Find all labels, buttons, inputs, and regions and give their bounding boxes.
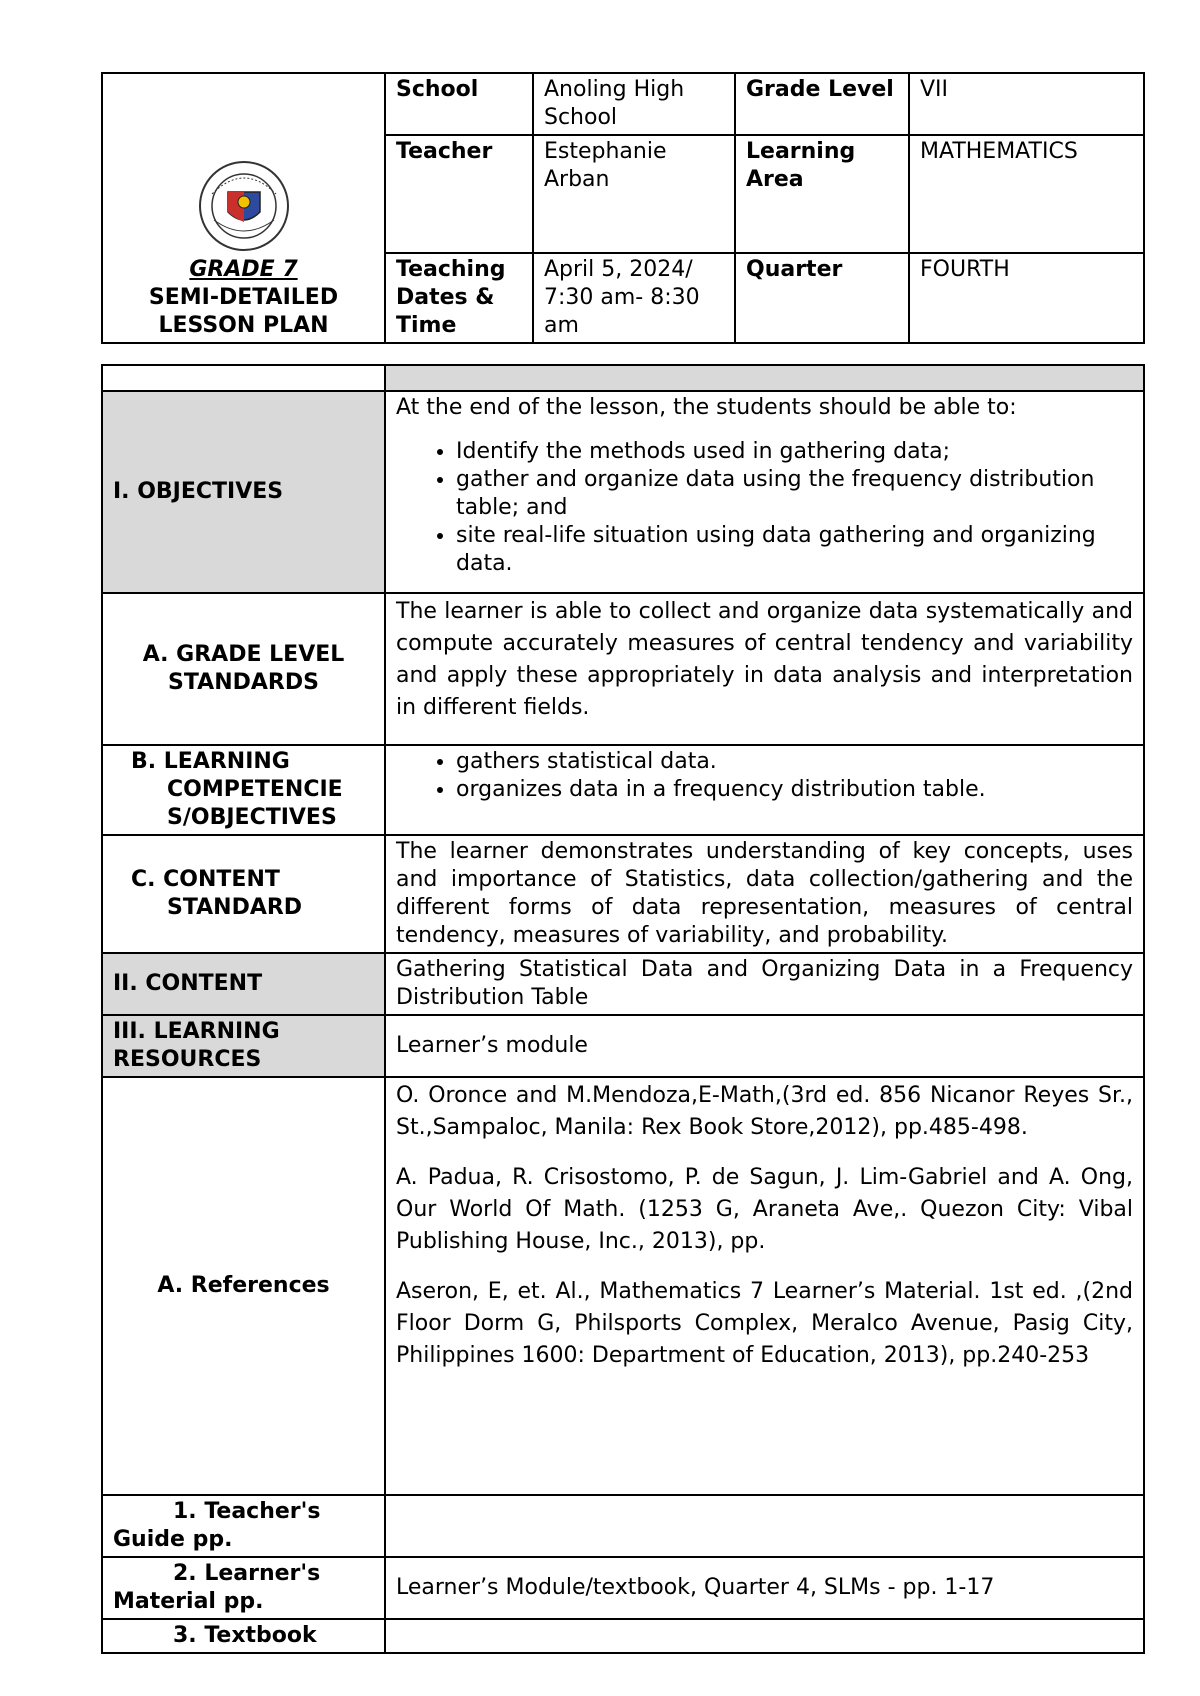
list-item: • site real-life situation using data gathering and organizing data. (456, 522, 1133, 578)
teaching-dates-value: April 5, 2024/ 7:30 am- 8:30 am (533, 253, 735, 343)
list-item: • gather and organize data using the frequency distribution table; and (456, 466, 1133, 522)
school-value: Anoling High School (533, 73, 735, 135)
reference-item: Aseron, E, et. Al., Mathematics 7 Learner’s Material. 1st ed. ,(2nd Floor Dorm G, Philsports Complex, Meralco Avenue, Pasig City, Philippines 1600: Department of Education, 2013), pp.240-253 (396, 1279, 1133, 1368)
learning-area-value: MATHEMATICS (909, 135, 1144, 253)
content-label: II. CONTENT (102, 953, 385, 1015)
objectives-list (396, 438, 1133, 578)
learners-material-text: Learner’s Module/textbook, Quarter 4, SLMs - pp. 1-17 (385, 1557, 1144, 1619)
deped-seal-icon (198, 160, 290, 252)
references-content (385, 1077, 1144, 1495)
learning-resources-text: Learner’s module (385, 1015, 1144, 1077)
teacher-value: Estephanie Arban (533, 135, 735, 253)
textbook-label: 3. Textbook (102, 1619, 385, 1653)
reference-item: O. Oronce and M.Mendoza,E-Math,(3rd ed. 856 Nicanor Reyes Sr., St.,Sampaloc, Manila: Rex Book Store,2012), pp.485-498. (396, 1083, 1133, 1140)
reference-item: A. Padua, R. Crisostomo, P. de Sagun, J. Lim-Gabriel and A. Ong, Our World Of Math. (1253 G, Araneta Ave,. Quezon City: Vibal Publishing House, Inc., 2013), pp. (396, 1165, 1133, 1254)
label-line: STANDARDS (168, 670, 319, 695)
grade-level-standards-text: The learner is able to collect and organize data systematically and compute accurately measures of central tendency and variability and apply these appropriately in data analysis and interpretation in different fields. (385, 593, 1144, 745)
learning-competencies-label (102, 745, 385, 835)
objectives-label: I. OBJECTIVES (102, 391, 385, 593)
label-line: 1. Teacher's (173, 1499, 321, 1524)
competencies-list (396, 748, 1133, 804)
learning-resources-label (102, 1015, 385, 1077)
grade-level-value: VII (909, 73, 1144, 135)
quarter-value: FOURTH (909, 253, 1144, 343)
label-line: B. LEARNING (131, 749, 290, 774)
content-standard-label (102, 835, 385, 953)
blank-header-left (102, 365, 385, 391)
objectives-content (385, 391, 1144, 593)
school-label: School (385, 73, 533, 135)
learners-material-label (102, 1557, 385, 1619)
content-text: Gathering Statistical Data and Organizing Data in a Frequency Distribution Table (385, 953, 1144, 1015)
label-line: RESOURCES (113, 1047, 262, 1072)
label-line: A. GRADE LEVEL (142, 642, 345, 667)
label-line: 2. Learner's (173, 1561, 321, 1586)
list-item: • gathers statistical data. (456, 748, 1133, 776)
teacher-label: Teacher (385, 135, 533, 253)
quarter-label: Quarter (735, 253, 909, 343)
objectives-intro: At the end of the lesson, the students should be able to: (396, 395, 1017, 420)
header-table (101, 72, 1145, 344)
learning-area-label: Learning Area (735, 135, 909, 253)
label-line: Guide pp. (113, 1527, 233, 1552)
teaching-dates-label: Teaching Dates & Time (385, 253, 533, 343)
textbook-text (385, 1619, 1144, 1653)
references-label: A. References (102, 1077, 385, 1495)
label-line: STANDARD (167, 895, 303, 920)
list-item: • organizes data in a frequency distribution table. (456, 776, 1133, 804)
label-line: III. LEARNING (113, 1019, 280, 1044)
lesson-plan-title-line2: LESSON PLAN (158, 313, 329, 338)
content-standard-text: The learner demonstrates understanding of key concepts, uses and importance of Statistics, data collection/gathering and the different forms of data representation, measures of central tendency, measures of variability, and probability. (385, 835, 1144, 953)
teachers-guide-label (102, 1495, 385, 1557)
grade-level-label: Grade Level (735, 73, 909, 135)
lesson-plan-title: SEMI-DETAILED (148, 285, 339, 310)
label-line: S/OBJECTIVES (167, 805, 337, 830)
label-line: COMPETENCIE (167, 777, 343, 802)
lesson-plan-table (101, 364, 1145, 1654)
learning-competencies-content (385, 745, 1144, 835)
label-line: Material pp. (113, 1589, 264, 1614)
teachers-guide-text (385, 1495, 1144, 1557)
title-block (102, 73, 385, 343)
label-line: C. CONTENT (131, 867, 280, 892)
grade-label: GRADE 7 (189, 257, 298, 282)
list-item: • Identify the methods used in gathering data; (456, 438, 1133, 466)
blank-header-right (385, 365, 1144, 391)
grade-level-standards-label (102, 593, 385, 745)
